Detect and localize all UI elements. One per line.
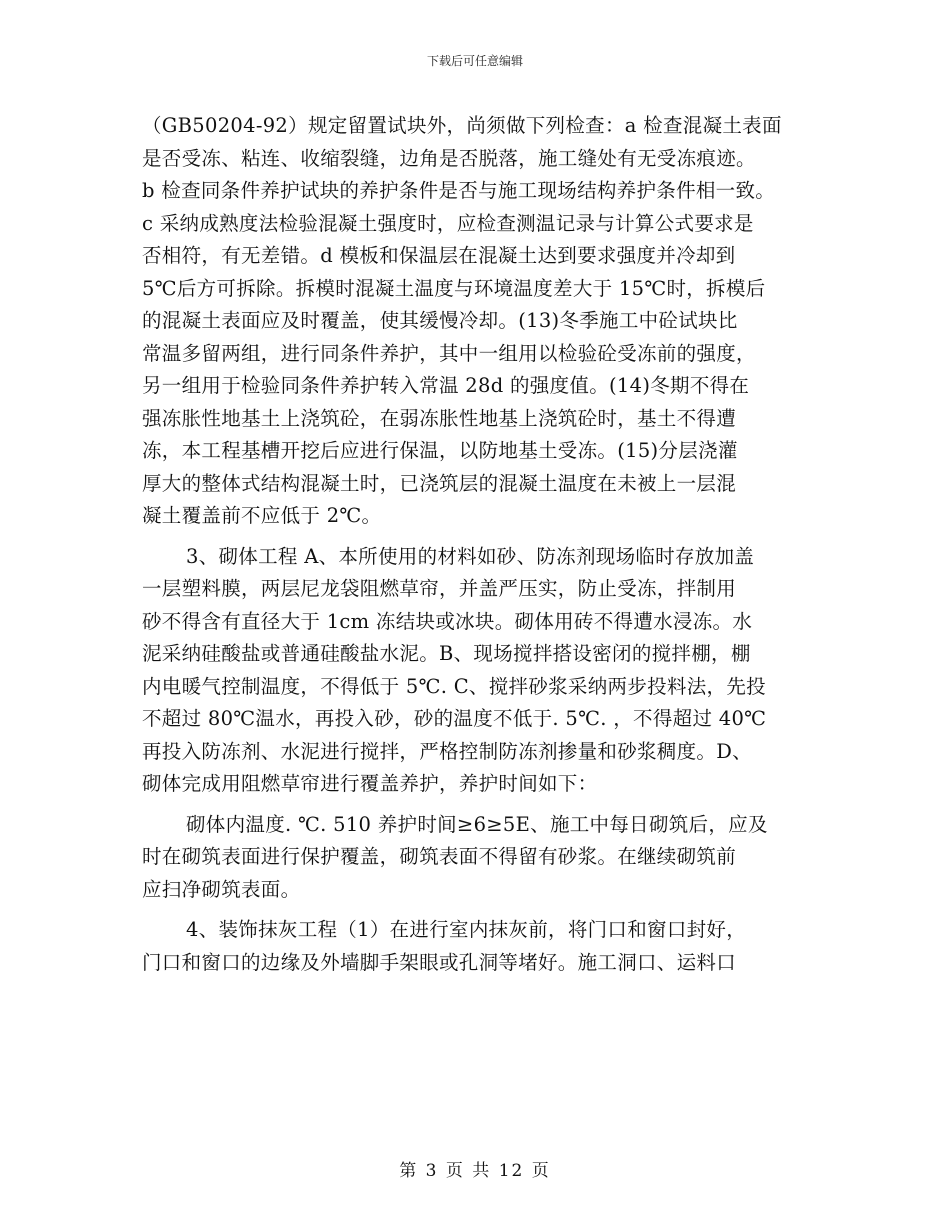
text-line: b 检查同条件养护试块的养护条件是否与施工现场结构养护条件相一致。 xyxy=(142,179,776,202)
text-line: 另一组用于检验同条件养护转入常温 28d 的强度值。(14)冬期不得在 xyxy=(142,374,750,397)
text-line: 一层塑料膜，两层尼龙袋阻燃草帘，并盖严压实，防止受冻，拌制用 xyxy=(142,577,737,600)
page-footer: 第 3 页 共 12 页 xyxy=(399,1161,551,1181)
text-line: 砂不得含有直径大于 1cm 冻结块或冰块。砌体用砖不得遭水浸冻。水 xyxy=(142,609,753,633)
text-line: 5℃后方可拆除。拆模时混凝土温度与环境温度差大于 15℃时，拆模后 xyxy=(142,276,766,300)
paragraph-3 xyxy=(142,809,832,907)
text-line: 泥采纳硅酸盐或普通硅酸盐水泥。B、现场搅拌搭设密闭的搅拌棚，棚 xyxy=(142,642,751,665)
text-line: 再投入防冻剂、水泥进行搅拌，严格控制防冻剂掺量和砂浆稠度。D、 xyxy=(142,739,752,763)
text-line: 强冻胀性地基土上浇筑砼，在弱冻胀性地基上浇筑砼时，基土不得遭 xyxy=(142,406,737,430)
document-body xyxy=(142,110,832,979)
text-line: 厚大的整体式结构混凝土时，已浇筑层的混凝土温度在未被上一层混 xyxy=(142,471,737,495)
paragraph-1 xyxy=(142,110,832,533)
paragraph-4 xyxy=(142,914,832,979)
text-line: c 采纳成熟度法检验混凝土强度时，应检查测温记录与计算公式要求是 xyxy=(142,211,754,235)
text-line: 应扫净砌筑表面。 xyxy=(142,877,301,901)
text-line: 砌体内温度. ℃. 510 养护时间≥6≥5E、施工中每日砌筑后，应及 xyxy=(186,812,768,836)
text-line: 4、装饰抹灰工程（1）在进行室内抹灰前，将门口和窗口封好， xyxy=(186,918,747,941)
text-line: 砌体完成用阻燃草帘进行覆盖养护，养护时间如下： xyxy=(142,772,598,795)
text-line: （GB50204-92）规定留置试块外，尚须做下列检查：a 检查混凝土表面 xyxy=(142,114,782,137)
text-line: 常温多留两组，进行同条件养护，其中一组用以检验砼受冻前的强度， xyxy=(142,341,756,365)
paragraph-2 xyxy=(142,541,832,801)
text-line: 的混凝土表面应及时覆盖，使其缓慢冷却。(13)冬季施工中砼试块比 xyxy=(142,309,738,332)
text-line: 时在砌筑表面进行保护覆盖，砌筑表面不得留有砂浆。在继续砌筑前 xyxy=(142,845,737,868)
text-line: 内电暖气控制温度，不得低于 5℃. C、搅拌砂浆采纳两步投料法，先投 xyxy=(142,674,766,698)
page-header: 下载后可任意编辑 xyxy=(426,54,523,68)
text-line: 否相符，有无差错。d 模板和保温层在混凝土达到要求强度并冷却到 xyxy=(142,244,736,267)
text-line: 冻，本工程基槽开挖后应进行保温，以防地基土受冻。(15)分层浇灌 xyxy=(142,439,738,462)
text-line: 3、砌体工程 A、本所使用的材料如砂、防冻剂现场临时存放加盖 xyxy=(186,544,755,568)
text-line: 凝土覆盖前不应低于 2℃。 xyxy=(142,504,382,527)
text-line: 不超过 80℃温水，再投入砂，砂的温度不低于. 5℃. ，不得超过 40℃ xyxy=(142,707,767,730)
text-line: 是否受冻、粘连、收缩裂缝，边角是否脱落，施工缝处有无受冻痕迹。 xyxy=(142,146,756,170)
text-line: 门口和窗口的边缘及外墙脚手架眼或孔洞等堵好。施工洞口、运料口 xyxy=(142,950,737,974)
